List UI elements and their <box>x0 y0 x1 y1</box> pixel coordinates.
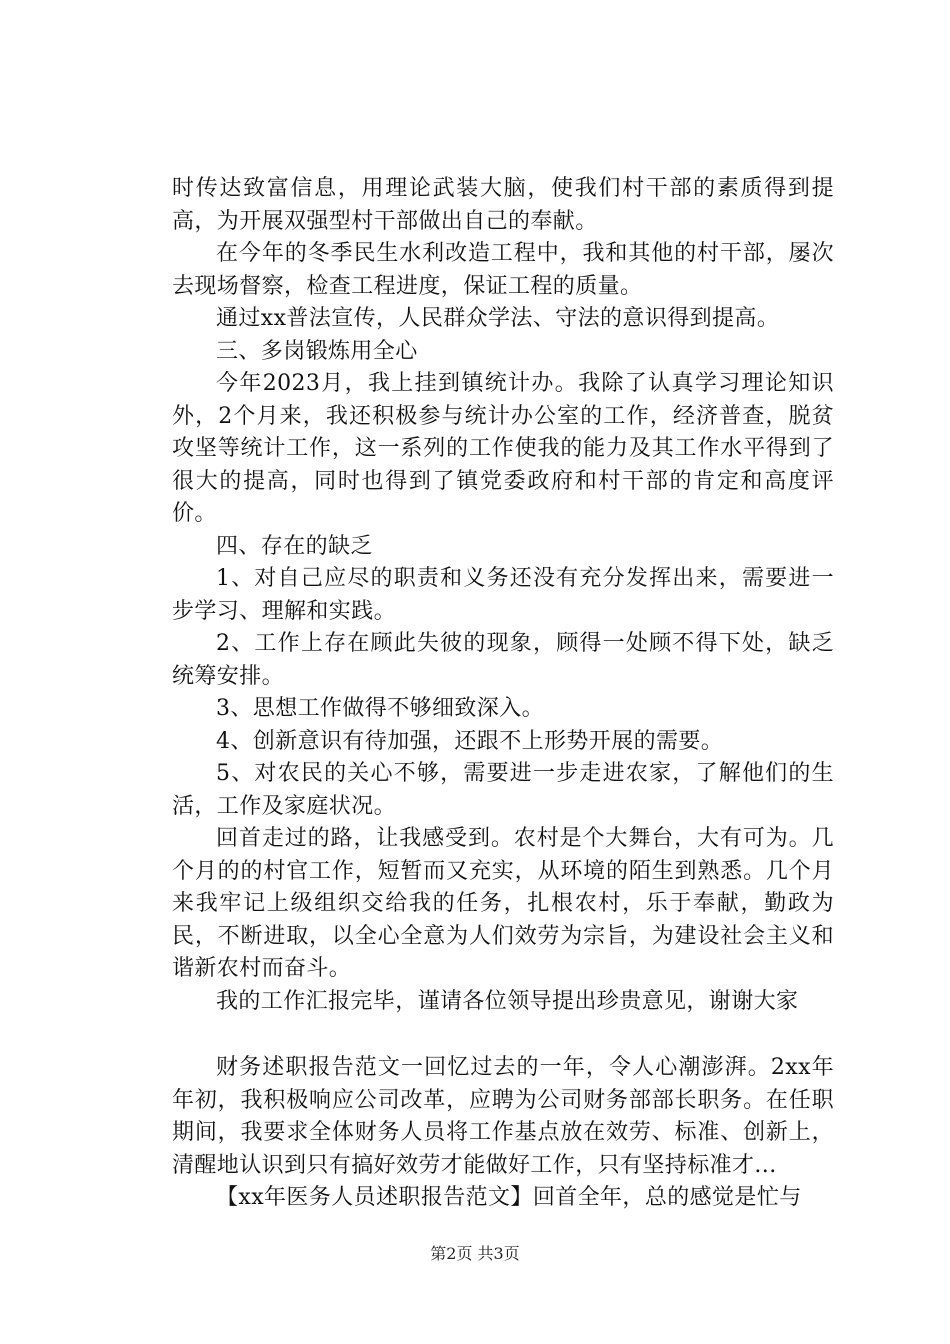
paragraph-reflection: 回首走过的路，让我感受到。农村是个大舞台，大有可为。几个月的的村官工作，短暂而又充实，从环境的陌生到熟悉。几个月来我牢记上级组织交给我的任务，扎根农村，乐于奉献，勤政为民，不断进取，以全心全意为人们效劳为宗旨，为建设社会主义和谐新农村而奋斗。 <box>172 826 834 981</box>
list-item-4: 4、创新意识有待加强，还跟不上形势开展的需要。 <box>216 728 724 754</box>
paragraph-continuation: 时传达致富信息，用理论武装大脑，使我们村干部的素质得到提高，为开展双强型村干部做出自己的奉献。 <box>172 176 834 234</box>
list-item-1: 1、对自己应尽的职责和义务还没有充分发挥出来，需要进一步学习、理解和实践。 <box>172 566 834 624</box>
paragraph-gap <box>172 1018 834 1052</box>
paragraph-closing: 我的工作汇报完毕，谨请各位领导提出珍贵意见，谢谢大家 <box>216 988 799 1014</box>
page-number-footer: 第2页 共3页 <box>430 1244 520 1263</box>
paragraph-water-project: 在今年的冬季民生水利改造工程中，我和其他的村干部，屡次去现场督察，检查工程进度，保证工程的质量。 <box>172 241 834 299</box>
list-item-2: 2、工作上存在顾此失彼的现象，顾得一处顾不得下处，缺乏统筹安排。 <box>172 631 834 689</box>
paragraph-finance-report: 财务述职报告范文一回忆过去的一年，令人心潮澎湃。2xx年年初，我积极响应公司改革，应聘为公司财务部部长职务。在任职期间，我要求全体财务人员将工作基点放在效劳、标准、创新上，清醒地认识到只有搞好效劳才能做好工作，只有坚持标准才... <box>172 1055 834 1178</box>
paragraph-medical-report: 【xx年医务人员述职报告范文】回首全年，总的感觉是忙与 <box>216 1185 802 1210</box>
list-item-5: 5、对农民的关心不够，需要进一步走进农家，了解他们的生活，工作及家庭状况。 <box>172 761 834 819</box>
paragraph-law-publicity: 通过xx普法宣传，人民群众学法、守法的意识得到提高。 <box>216 306 780 331</box>
paragraph-statistics-office: 今年2023月，我上挂到镇统计办。我除了认真学习理论知识外，2个月来，我还积极参与统计办公室的工作，经济普查，脱贫攻坚等统计工作，这一系列的工作使我的能力及其工作水平得到了很大的提高，同时也得到了镇党委政府和村干部的肯定和高度评价。 <box>172 371 834 526</box>
section-heading-3: 三、多岗锻炼用全心 <box>216 338 418 364</box>
document-body <box>172 173 834 1215</box>
list-item-3: 3、思想工作做得不够细致深入。 <box>216 696 544 721</box>
section-heading-4: 四、存在的缺乏 <box>216 533 373 559</box>
